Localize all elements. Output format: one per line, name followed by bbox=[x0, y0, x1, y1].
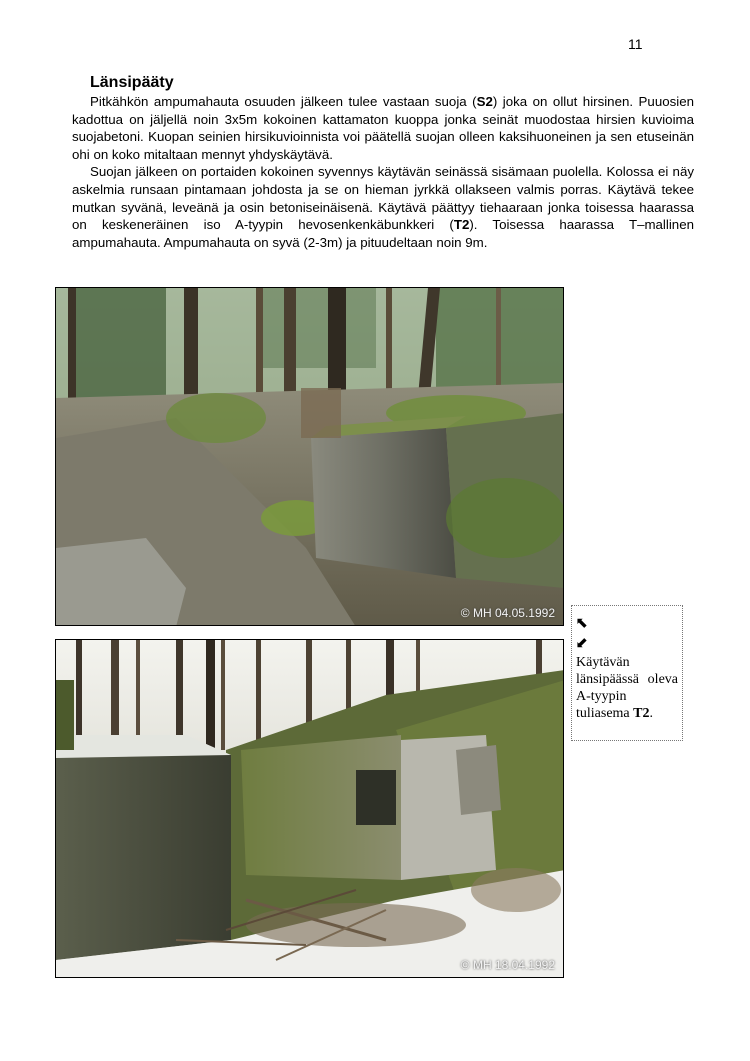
photo-bottom-credit: © MH 18.04.1992 bbox=[460, 958, 555, 972]
photo-caption bbox=[571, 605, 683, 741]
bunker-code-t2: T2 bbox=[453, 217, 470, 233]
photo-top-credit: © MH 04.05.1992 bbox=[460, 606, 555, 620]
arrow-down-left-icon: ⬆ bbox=[571, 632, 593, 654]
caption-code-t2: T2 bbox=[633, 706, 650, 721]
caption-text bbox=[576, 654, 678, 722]
paragraph-1-part-a: Pitkähkön ampumahauta osuuden jälkeen tulee vastaan suoja ( bbox=[90, 94, 477, 109]
arrow-up-left-icon: ⬆ bbox=[571, 612, 593, 634]
paragraph-2 bbox=[72, 163, 694, 251]
paragraph-2-part-b: ). Toisessa haarassa T–mallinen ampumahauta. Ampumahauta on syvä (2-3m) ja pituudeltaan noin 9m. bbox=[72, 217, 694, 250]
body-text bbox=[72, 93, 694, 251]
caption-text-part-b: . bbox=[649, 706, 653, 721]
photo-bunker-t2 bbox=[55, 639, 564, 978]
section-heading: Länsipääty bbox=[90, 74, 174, 91]
paragraph-1 bbox=[72, 93, 694, 163]
paragraph-1-part-b: ) joka on ollut hirsinen. Puuosien kadottua on jäljellä noin 3x5m kokoinen kattamaton kuoppa jonka seinät muodostaa hirsien kuvioima suojabetoni. Kuopan seinien hirsikuvioinnista voi päätellä suojan olleen kaksihuoneinen ja sen etuseinän ohi on koko mitaltaan mennyt yhdyskäytävä. bbox=[72, 94, 694, 162]
page-number: 11 bbox=[628, 36, 643, 52]
caption-text-part-a: Käytävän länsipäässä oleva A-tyypin tuliasema bbox=[576, 655, 678, 721]
photo-bunker-t2-image bbox=[56, 640, 564, 978]
paragraph-2-part-a: Suojan jälkeen on portaiden kokoinen syvennys käytävän seinässä sisämaan puolella. Kolossa ei näy askelmia runsaan pintamaan johdosta ja se on hieman jyrkkä ollakseen valmis porras. Käytävä tekee mutkan syvänä, leveänä ja osin betoniseinäisenä. Käytävä päättyy tiehaaraan jonka toisessa haarassa on keskeneräinen iso A-tyypin hevosenkenkäbunkkeri ( bbox=[72, 164, 694, 233]
shelter-code-s2: S2 bbox=[476, 94, 493, 109]
photo-forest-trench bbox=[55, 287, 564, 626]
photo-forest-trench-image bbox=[56, 288, 564, 626]
